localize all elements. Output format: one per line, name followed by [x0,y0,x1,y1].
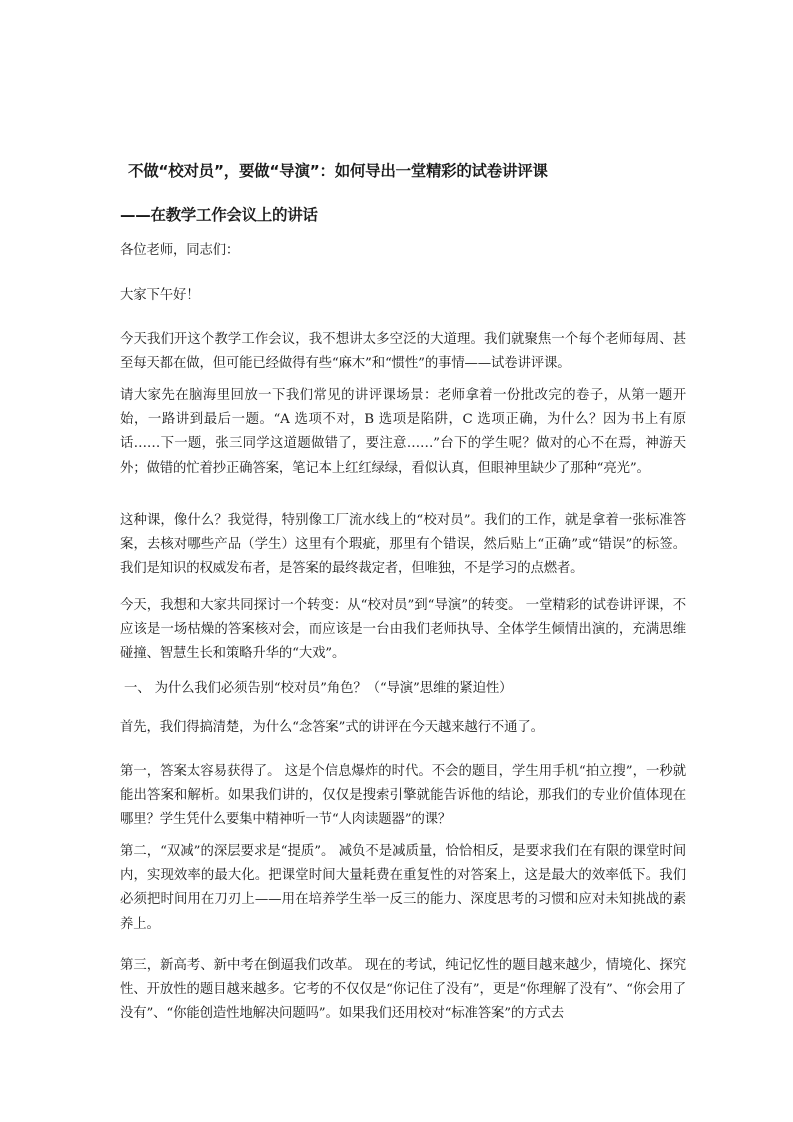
document-subtitle: ——在教学工作会议上的讲话 [120,206,318,224]
paragraph-greeting: 大家下午好！ [120,288,200,303]
document-title: 不做“校对员”，要做“导演”：如何导出一堂精彩的试卷讲评课 [128,162,548,180]
paragraph-transition: 今天，我想和大家共同探讨一个转变：从“校对员”到“导演”的转变。 一堂精彩的试卷讲评课，不应该是一场枯燥的答案核对会，而应该是一台由我们老师执导、全体学生倾情出演的，充满思维碰撞、智慧生长和策略升华的“大戏”。 [120,598,686,662]
paragraph-proofreader: 这种课，像什么？我觉得，特别像工厂流水线上的“校对员”。我们的工作，就是拿着一张标准答案，去核对哪些产品（学生）这里有个瑕疵，那里有个错误，然后贴上“正确”或“错误”的标签。我们是知识的权威发布者，是答案的最终裁定者，但唯独，不是学习的点燃者。 [120,513,686,577]
paragraph-point-2: 第二，“双减”的深层要求是“提质”。 减负不是减质量，恰恰相反，是要求我们在有限的课堂时间内，实现效率的最大化。把课堂时间大量耗费在重复性的对答案上，这是最大的效率低下。我们必须把时间用在刀刃上——用在培养学生举一反三的能力、深度思考的习惯和应对未知挑战的素养上。 [120,844,686,932]
paragraph-point-3: 第三，新高考、新中考在倒逼我们改革。 现在的考试，纯记忆性的题目越来越少，情境化、探究性、开放性的题目越来越多。它考的不仅仅是“你记住了没有”，更是“你理解了没有”、“你会用了没有”、“你能创造性地解决问题吗”。如果我们还用校对“标准答案”的方式去 [120,958,686,1022]
paragraph-scene: 请大家先在脑海里回放一下我们常见的讲评课场景：老师拿着一份批改完的卷子，从第一题开始，一路讲到最后一题。“A 选项不对，B 选项是陷阱，C 选项正确，为什么？因为书上有原话……下一题，张三同学这道题做错了，要注意……”台下的学生呢？做对的心不在焉，神游天外；做错的忙着抄正确答案，笔记本上红红绿绿，看似认真，但眼神里缺少了那种“亮光”。 [120,388,686,476]
paragraph-first-of-all: 首先，我们得搞清楚，为什么“念答案”式的讲评在今天越来越行不通了。 [120,720,544,735]
paragraph-intro: 今天我们开这个教学工作会议，我不想讲太多空泛的大道理。我们就聚焦一个每个老师每周、甚至每天都在做，但可能已经做得有些“麻木”和“惯性”的事情——试卷讲评课。 [120,332,686,372]
paragraph-point-1: 第一，答案太容易获得了。 这是个信息爆炸的时代。不会的题目，学生用手机“拍立搜”，一秒就能出答案和解析。如果我们讲的，仅仅是搜索引擎就能告诉他的结论，那我们的专业价值体现在哪里？学生凭什么要集中精神听一节“人肉读题器”的课？ [120,764,686,828]
section-heading-1: 一、 为什么我们必须告别“校对员”角色？（“导演”思维的紧迫性） [124,681,513,696]
paragraph-salutation: 各位老师，同志们： [120,243,240,258]
